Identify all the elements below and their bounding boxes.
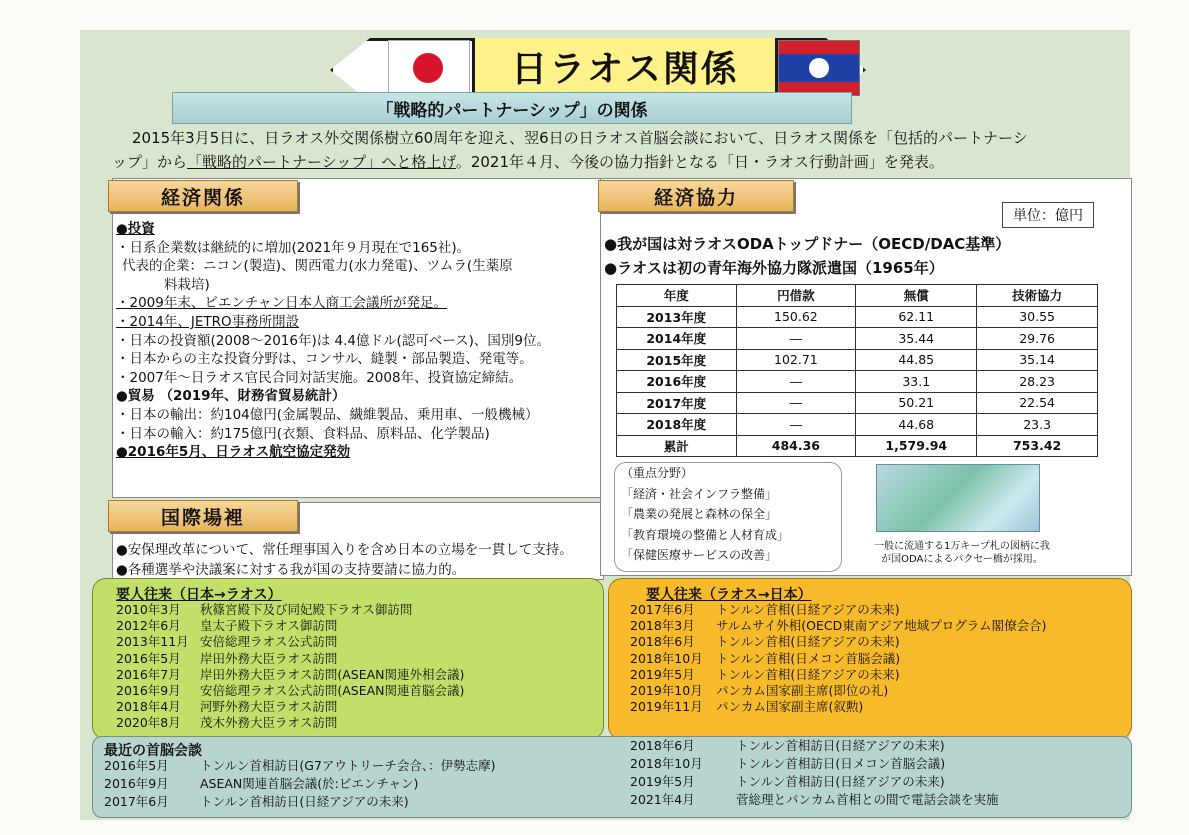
economic-relations-list bbox=[116, 220, 600, 462]
visit-row bbox=[116, 715, 337, 731]
table-cell: 累計 bbox=[617, 435, 737, 457]
visit-date: 2018年10月 bbox=[630, 756, 703, 771]
table-cell: ― bbox=[736, 414, 856, 436]
cooperation-list bbox=[604, 232, 1124, 280]
visit-description: トンルン首相(日経アジアの未来) bbox=[716, 602, 900, 617]
table-row bbox=[617, 371, 1098, 393]
visit-row bbox=[116, 651, 337, 667]
visits-japan-to-laos-heading: 要人往来（日本→ラオス） bbox=[116, 587, 282, 603]
visits-laos-to-japan-heading: 要人往来（ラオス→日本） bbox=[646, 587, 812, 603]
visit-row bbox=[104, 758, 496, 774]
summits-heading: 最近の首脳会談 bbox=[104, 743, 202, 759]
visit-date: 2018年4月 bbox=[116, 699, 181, 715]
banknote-caption: 一般に流通する1万キープ札の図柄に我が国ODAによるパクセー橋が採用。 bbox=[874, 541, 1050, 565]
visit-row bbox=[630, 634, 900, 650]
table-cell: ― bbox=[736, 328, 856, 350]
table-row bbox=[617, 414, 1098, 436]
table-cell: 35.14 bbox=[977, 349, 1098, 371]
list-item: ●我が国は対ラオスODAトップドナー（OECD/DAC基準） bbox=[604, 235, 1011, 253]
list-item: ●ラオスは初の青年海外協力隊派遣国（1965年） bbox=[604, 259, 944, 277]
list-item: 「保健医療サービスの改善」 bbox=[621, 548, 778, 562]
list-item: ・2014年、JETRO事務所開設 bbox=[116, 313, 300, 330]
list-item: 「教育環境の整備と人材育成」 bbox=[621, 527, 790, 542]
visit-description: トンルン首相(日経アジアの未来) bbox=[716, 666, 900, 682]
list-item: 「経済・社会インフラ整備」 bbox=[621, 486, 778, 501]
visit-date: 2019年5月 bbox=[630, 774, 695, 789]
cooperation-heading: 経済協力 bbox=[598, 180, 794, 212]
visit-row bbox=[630, 651, 900, 667]
table-total-row bbox=[617, 435, 1098, 457]
table-cell: 2016年度 bbox=[617, 371, 737, 393]
visit-date: 2018年6月 bbox=[630, 738, 695, 753]
visit-description: 安倍総理ラオス公式訪問(ASEAN関連首脳会議) bbox=[200, 683, 465, 698]
page-title: 日ラオス関係 bbox=[472, 38, 778, 94]
visit-date: 2016年5月 bbox=[116, 650, 181, 666]
list-item: ●安保理改革について、常任理事国入りを含め日本の立場を一貫して支持。 bbox=[116, 542, 573, 558]
table-cell: ― bbox=[736, 392, 856, 414]
table-cell: 29.76 bbox=[977, 328, 1098, 350]
table-cell: 33.1 bbox=[856, 371, 977, 393]
table-cell: 150.62 bbox=[736, 306, 856, 328]
column-header: 円借款 bbox=[736, 285, 856, 307]
focus-areas-label: （重点分野） bbox=[621, 466, 694, 480]
table-cell: 2015年度 bbox=[617, 349, 737, 371]
visit-description: トンルン首相(日経アジアの未来) bbox=[716, 634, 900, 650]
visit-date: 2016年5月 bbox=[104, 758, 169, 773]
list-item: 料栽培) bbox=[164, 276, 210, 293]
visit-row bbox=[630, 618, 1046, 634]
list-item: ・日本の輸出：約104億円(金属製品、繊維製品、乗用車、一般機械） bbox=[116, 406, 539, 423]
visit-description: トンルン首相訪日(日経アジアの未来) bbox=[736, 738, 945, 753]
visit-description: 岸田外務大臣ラオス訪問 bbox=[200, 650, 338, 666]
table-cell: 30.55 bbox=[977, 306, 1098, 328]
focus-areas-box bbox=[614, 462, 842, 572]
table-cell: 50.21 bbox=[856, 392, 977, 414]
visit-row bbox=[104, 776, 418, 792]
visit-description: トンルン首相(日メコン首脳会議) bbox=[716, 650, 901, 666]
economic-relations-heading: 経済関係 bbox=[108, 180, 298, 212]
table-cell: 2013年度 bbox=[617, 306, 737, 328]
banknote-image bbox=[876, 464, 1040, 532]
visit-date: 2019年11月 bbox=[630, 699, 703, 715]
list-item: ・2009年末、ビエンチャン日本人商工会議所が発足。 bbox=[116, 295, 447, 312]
visit-description: 皇太子殿下ラオス御訪問 bbox=[200, 618, 338, 634]
column-header: 年度 bbox=[617, 285, 737, 307]
visit-description: ASEAN関連首脳会議(於:ビエンチャン) bbox=[200, 776, 419, 791]
list-item: ●2016年5月、日ラオス航空協定発効 bbox=[116, 444, 351, 461]
table-cell: 2017年度 bbox=[617, 392, 737, 414]
visit-row bbox=[630, 667, 900, 683]
visit-date: 2016年9月 bbox=[104, 776, 169, 791]
visit-row bbox=[630, 602, 900, 618]
list-item: ●各種選挙や決議案に対する我が国の支持要請に協力的。 bbox=[116, 562, 466, 578]
visit-description: パンカム国家副主席(即位の礼) bbox=[716, 683, 889, 698]
visit-row bbox=[630, 756, 945, 772]
table-cell: 2018年度 bbox=[617, 414, 737, 436]
list-item: 代表的企業：ニコン(製造)、関西電力(水力発電)、ツムラ(生薬原 bbox=[122, 258, 513, 275]
visit-row bbox=[630, 683, 888, 699]
list-item: ・日系企業数は継続的に増加(2021年９月現在で165社)。 bbox=[116, 239, 471, 256]
list-item: 「農業の発展と森林の保全」 bbox=[621, 507, 778, 521]
partnership-upgrade-text: 「戦略的パートナーシップ」へと格上げ bbox=[187, 153, 456, 171]
visit-date: 2010年3月 bbox=[116, 602, 181, 617]
table-row bbox=[617, 328, 1098, 350]
visit-row bbox=[116, 634, 337, 650]
table-row bbox=[617, 392, 1098, 414]
visit-row bbox=[116, 667, 464, 683]
visit-row bbox=[116, 699, 337, 715]
visit-row bbox=[630, 774, 945, 790]
table-cell: 62.11 bbox=[856, 306, 977, 328]
table-row bbox=[617, 349, 1098, 371]
visit-date: 2019年10月 bbox=[630, 683, 703, 698]
partnership-heading: 「戦略的パートナーシップ」の関係 bbox=[172, 92, 852, 124]
trade-heading: ●貿易 （2019年、財務省貿易統計） bbox=[116, 388, 346, 405]
visit-date: 2018年10月 bbox=[630, 650, 703, 666]
visit-description: 菅総理とパンカム首相との間で電話会談を実施 bbox=[736, 792, 999, 807]
investment-heading: ●投資 bbox=[116, 221, 155, 237]
table-cell: 44.68 bbox=[856, 414, 977, 436]
visit-description: パンカム国家副主席(叙勲) bbox=[716, 699, 864, 715]
visit-row bbox=[104, 794, 409, 810]
visit-date: 2017年6月 bbox=[104, 794, 169, 809]
visit-date: 2018年3月 bbox=[630, 618, 695, 634]
laos-flag-icon bbox=[778, 40, 860, 96]
visit-date: 2020年8月 bbox=[116, 715, 181, 731]
list-item: ・日本からの主な投資分野は、コンサル、縫製・部品製造、発電等。 bbox=[116, 351, 533, 368]
visit-description: 河野外務大臣ラオス訪問 bbox=[200, 699, 338, 715]
visit-date: 2013年11月 bbox=[116, 634, 189, 650]
partnership-text: 2015年3月5日に、日ラオス外交関係樹立60周年を迎え、翌6日の日ラオス首脳会談において、日ラオス関係を「包括的パートナーシップ」から「戦略的パートナーシップ」へと格上げ。2021年４月、今後の協力指針となる「日・ラオス行動計画」を発表。 bbox=[112, 129, 1028, 171]
table-cell: 28.23 bbox=[977, 371, 1098, 393]
visit-row bbox=[630, 699, 863, 715]
table-cell: 23.3 bbox=[977, 414, 1098, 436]
visit-description: 秋篠宮殿下及び同妃殿下ラオス御訪問 bbox=[200, 602, 413, 617]
visit-row bbox=[630, 738, 945, 754]
table-row bbox=[617, 306, 1098, 328]
visit-date: 2012年6月 bbox=[116, 618, 181, 634]
table-cell: 22.54 bbox=[977, 392, 1098, 414]
visit-date: 2019年5月 bbox=[630, 666, 695, 682]
japan-flag-icon bbox=[388, 40, 470, 96]
column-header: 無償 bbox=[856, 285, 977, 307]
visit-date: 2016年7月 bbox=[116, 666, 181, 682]
table-cell: 44.85 bbox=[856, 349, 977, 371]
visit-description: 茂木外務大臣ラオス訪問 bbox=[200, 715, 338, 731]
unit-label: 単位：億円 bbox=[1002, 202, 1094, 228]
list-item: ・2007年～日ラオス官民合同対話実施。2008年、投資協定締結。 bbox=[116, 369, 523, 386]
visit-description: トンルン首相訪日(日経アジアの未来) bbox=[200, 794, 409, 809]
visit-description: トンルン首相訪日(日メコン首脳会議) bbox=[736, 756, 946, 771]
table-cell: ― bbox=[736, 371, 856, 393]
visit-date: 2017年6月 bbox=[630, 602, 695, 617]
visit-date: 2018年6月 bbox=[630, 634, 695, 650]
visit-row bbox=[116, 602, 412, 618]
visit-description: サルムサイ外相(OECD東南アジア地域プログラム閣僚会合) bbox=[716, 618, 1047, 634]
column-header: 技術協力 bbox=[977, 285, 1098, 307]
table-cell: 2014年度 bbox=[617, 328, 737, 350]
visit-description: トンルン首相訪日(日経アジアの未来) bbox=[736, 774, 945, 789]
table-cell: 35.44 bbox=[856, 328, 977, 350]
list-item: ・日本の投資額(2008～2016年)は 4.4億ドル(認可ベース)、国別9位。 bbox=[116, 332, 550, 349]
visit-date: 2016年9月 bbox=[116, 683, 181, 698]
oda-table bbox=[616, 284, 1098, 457]
visit-row bbox=[116, 618, 337, 634]
visit-description: 安倍総理ラオス公式訪問 bbox=[200, 634, 338, 650]
international-list bbox=[116, 540, 600, 580]
table-cell: 102.71 bbox=[736, 349, 856, 371]
visit-row bbox=[116, 683, 464, 699]
international-heading: 国際場裡 bbox=[108, 500, 298, 532]
visit-date: 2021年4月 bbox=[630, 792, 695, 807]
visit-row bbox=[630, 792, 999, 808]
table-cell: 1,579.94 bbox=[856, 435, 977, 457]
visit-description: トンルン首相訪日(G7アウトリーチ会合、：伊勢志摩) bbox=[200, 758, 496, 773]
table-cell: 484.36 bbox=[736, 435, 856, 457]
table-header-row bbox=[617, 285, 1098, 307]
table-cell: 753.42 bbox=[977, 435, 1098, 457]
visit-description: 岸田外務大臣ラオス訪問(ASEAN関連外相会議) bbox=[200, 666, 465, 682]
list-item: ・日本の輸入：約175億円(衣類、食料品、原料品、化学製品) bbox=[116, 425, 490, 442]
